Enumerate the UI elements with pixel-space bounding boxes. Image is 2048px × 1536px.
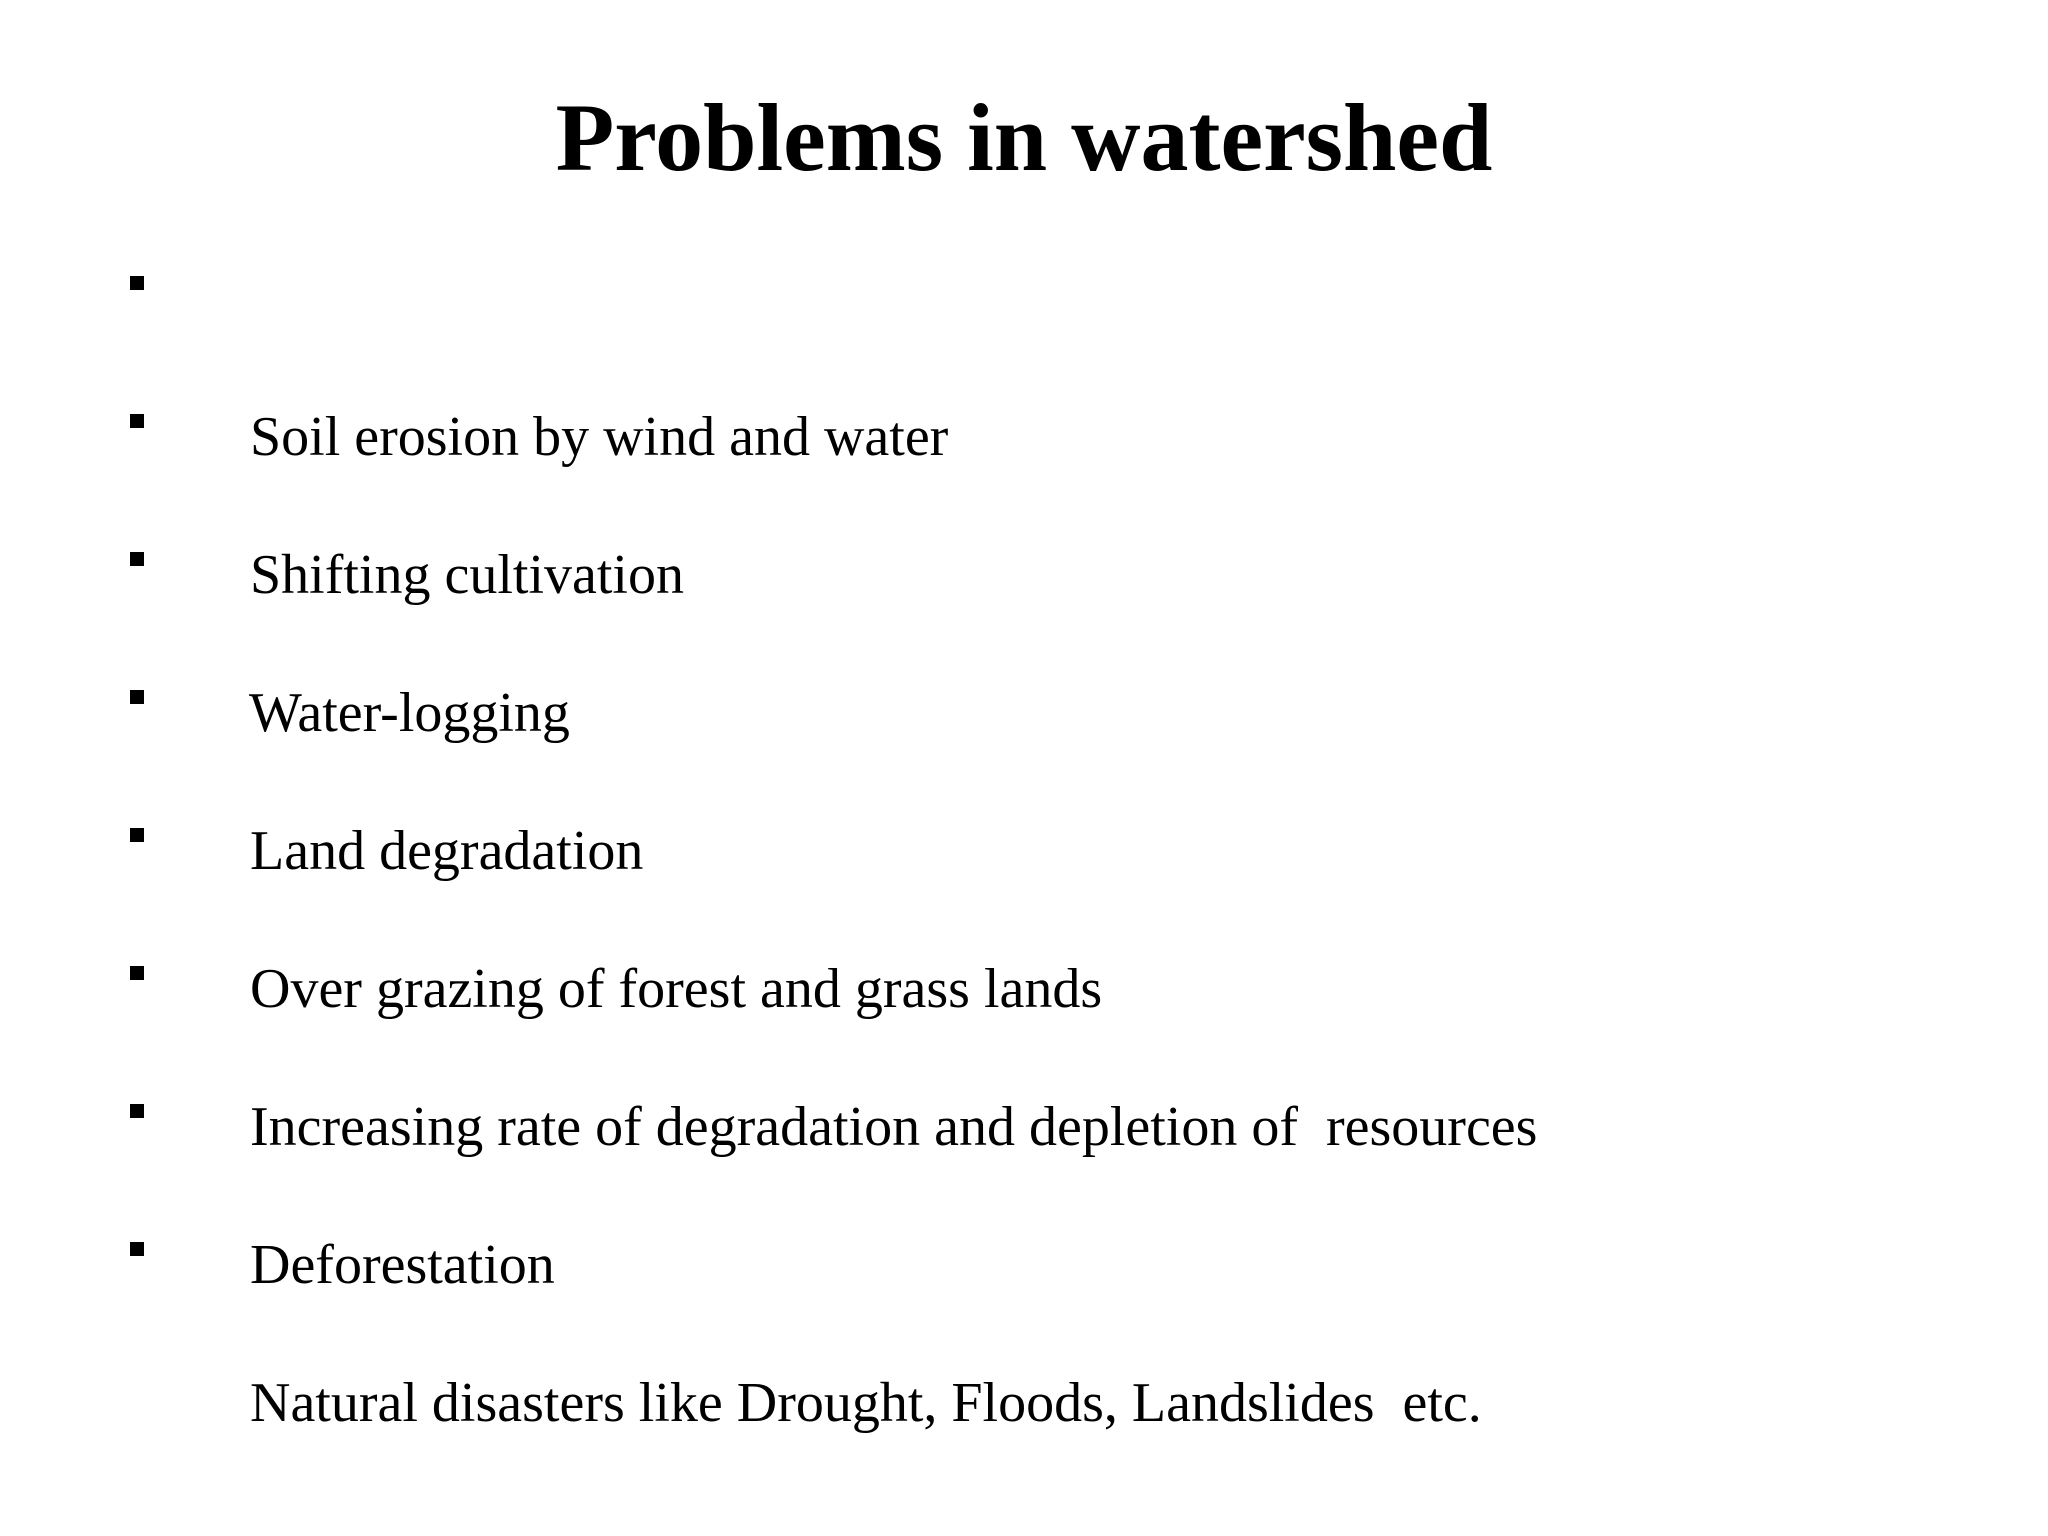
bullet-text: Deforestation: [250, 1234, 555, 1296]
list-item: [128, 799, 1537, 1020]
bullet-text: Soil erosion by wind and water: [250, 406, 949, 468]
bullet-text: Shifting cultivation: [250, 544, 684, 606]
bullet-list: [128, 247, 1538, 1434]
square-bullet-icon: [130, 966, 144, 980]
bullet-text: Natural disasters like Drought, Floods, Landslides etc.: [250, 1372, 1482, 1434]
bullet-text: Over grazing of forest and grass lands: [250, 958, 1103, 1020]
list-item: [128, 1075, 1537, 1296]
square-bullet-icon: [130, 1242, 144, 1256]
list-item: [128, 1213, 1537, 1434]
bullet-text: Increasing rate of degradation and depletion of resources: [250, 1096, 1538, 1158]
bullet-text: Land degradation: [250, 820, 644, 882]
square-bullet-icon: [130, 414, 144, 428]
list-item: [128, 523, 1537, 744]
square-bullet-icon: [130, 690, 144, 704]
bullet-text: Water-logging: [249, 682, 570, 744]
list-item: [128, 385, 1537, 606]
list-item: [128, 661, 1537, 882]
square-bullet-icon: [130, 552, 144, 566]
square-bullet-icon: [130, 1104, 144, 1118]
square-bullet-icon: [130, 276, 144, 290]
list-item: [128, 247, 1537, 468]
square-bullet-icon: [130, 828, 144, 842]
slide-title: Problems in watershed: [555, 84, 1493, 191]
list-item: [128, 937, 1538, 1158]
